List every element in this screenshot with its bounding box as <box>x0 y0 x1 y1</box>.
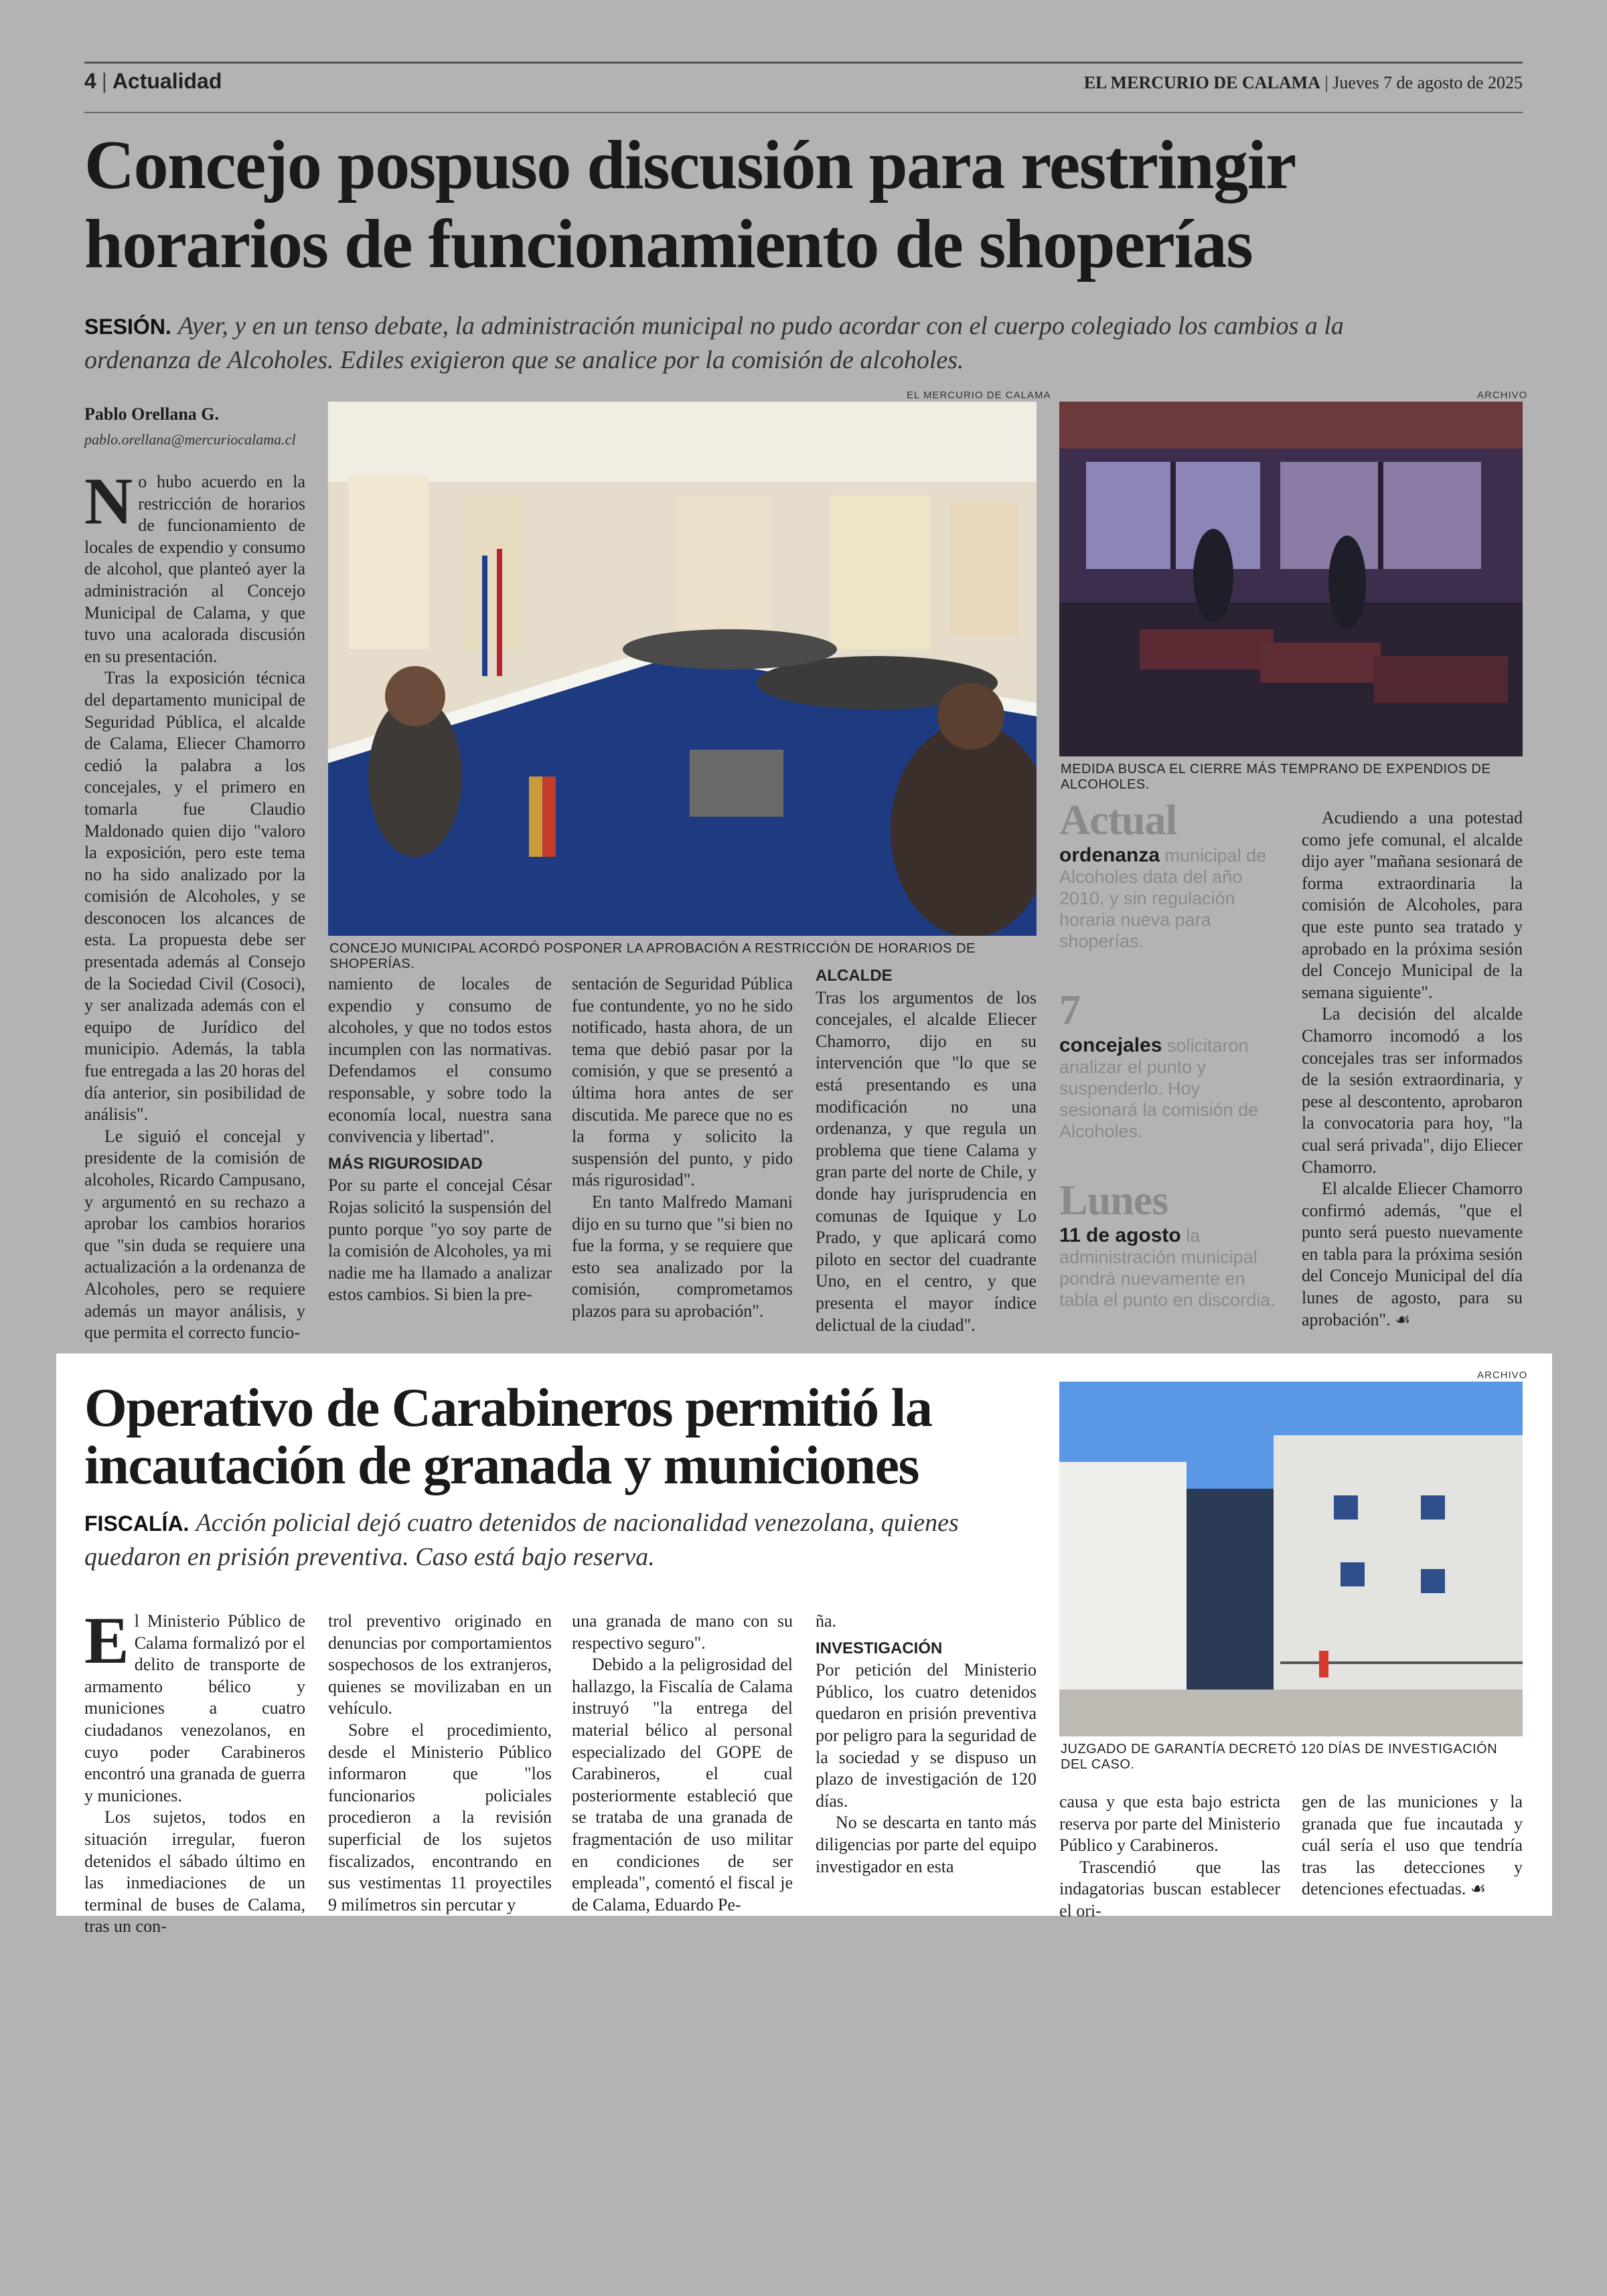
article1-column-2 <box>328 973 552 1306</box>
council-meeting-photo <box>328 402 1037 936</box>
fact-lead: concejales <box>1059 1034 1162 1056</box>
paragraph <box>1302 1791 1523 1900</box>
article2-headline: Operativo de Carabineros permitió la incautación de granada y municiones <box>84 1377 932 1495</box>
masthead <box>1084 73 1523 93</box>
fact-text: municipal de Alcoholes data del año 2010, y sin regulación horaria nueva para shoperías. <box>1059 845 1267 951</box>
fact-big: 7 <box>1059 986 1080 1034</box>
masthead-divider: | <box>1324 73 1328 92</box>
fact-item <box>1059 1175 1280 1311</box>
section-label <box>84 69 222 94</box>
photo3-credit: ARCHIVO <box>1477 1370 1528 1381</box>
photo2-credit: ARCHIVO <box>1477 390 1528 401</box>
paragraph: Trascendió que las indagatorias buscan establecer el ori- <box>1059 1857 1280 1920</box>
author-email[interactable]: pablo.orellana@mercuriocalama.cl <box>84 431 296 448</box>
article1-deck <box>84 309 1424 377</box>
photo2-caption: MEDIDA BUSCA EL CIERRE MÁS TEMPRANO DE EXPENDIOS DE ALCOHOLES. <box>1061 762 1491 792</box>
court-building-illustration <box>1059 1382 1523 1736</box>
fact-lead: ordenanza <box>1059 844 1160 866</box>
article1-deck-text: Ayer, y en un tenso debate, la administración municipal no pudo acordar con el cuerpo colegiado los cambios a la ordenanza de Alcoholes. Ediles exigieron que se analice por la comisión de alcoholes. <box>84 312 1344 374</box>
fact-big: Actual <box>1059 796 1177 843</box>
fact-body <box>1059 1035 1280 1142</box>
paragraph: Le siguió el concejal y presidente de la comisión de alcoholes, Ricardo Campusano, y argumentó en su rechazo a aprobar los cambios horarios que "sin duda se requiere una actualización a la ordenanza de Alcoholes, pero se requiere además un mayor análisis, y que permita el correcto funcio- <box>84 1126 305 1343</box>
paragraph: Tras los argumentos de los concejales, el alcalde Eliecer Chamorro, dijo en su intervención que "lo que se está presentando es una modificación no una ordenanza, y que regula un problema que tiene Calama y gran parte del norte de Chile, y donde hay jurisprudencia en comunas de Iquique y Lo Prado, y que aplicará como piloto en sector del cuadrante Uno, en el centro, y que presenta el mayor índice delictual de la ciudad". <box>816 987 1037 1335</box>
article2-column-2 <box>328 1611 552 1916</box>
article1-column-6 <box>1302 807 1523 1331</box>
facts-sidebar <box>1059 795 1280 1311</box>
article1-column-3 <box>572 973 793 1323</box>
paragraph: sentación de Seguridad Pública fue contundente, yo no he sido notificado, hasta ahora, de un tema que debió pasar por la comisión, y que se presentó a última hora antes de ser discutida. Me parece que no es la forma y solicito la suspensión del punto, y pido más rigurosidad". <box>572 974 793 1190</box>
fact-big: Lunes <box>1059 1176 1168 1224</box>
subhead-mas-rigurosidad: MÁS RIGUROSIDAD <box>328 1154 483 1173</box>
article1-column-4 <box>816 965 1037 1336</box>
paragraph: Por petición del Ministerio Público, los cuatro detenidos quedaron en prisión preventiva por peligro para la seguridad de la sociedad y se dispuso un plazo de investigación de 120 días. <box>816 1660 1037 1811</box>
subhead-investigacion: INVESTIGACIÓN <box>816 1639 943 1657</box>
article2-column-6 <box>1302 1791 1523 1900</box>
section-divider: | <box>101 69 108 93</box>
fact-body <box>1059 1225 1280 1311</box>
paragraph-text: gen de las municiones y la granada que fue incautada y cuál sería el uso que tendría tras las detecciones y detenciones efectuadas. <box>1302 1792 1523 1899</box>
article2-column-4 <box>816 1611 1037 1878</box>
subhead-alcalde: ALCALDE <box>816 967 893 985</box>
section-name: Actualidad <box>112 69 222 93</box>
paragraph: o hubo acuerdo en la restricción de horarios de funcionamiento de locales de expendio y consumo de alcohol, que planteó ayer la administración al Concejo Municipal de Calama, y que tuvo una acalorada discusión en su presentación. <box>84 472 305 666</box>
council-meeting-illustration <box>328 402 1037 936</box>
article2-deck <box>84 1506 1008 1574</box>
article2-column-3 <box>572 1611 793 1916</box>
paragraph: namiento de locales de expendio y consumo de alcoholes, y que no todos estos incumplen con las normativas. Defendamos el consumo responsable, y sobre todo la economía local, nuestra sana convivencia y libertad". <box>328 974 552 1147</box>
shoperia-photo <box>1059 402 1523 756</box>
paragraph: Sobre el procedimiento, desde el Ministerio Público informaron que "los funcionarios policiales procedieron a la revisión superficial de los sujetos fiscalizados, encontrando en sus vestimentas 11 proyectiles 9 milímetros sin percutar y <box>328 1720 552 1914</box>
photo3-caption: JUZGADO DE GARANTÍA DECRETÓ 120 DÍAS DE INVESTIGACIÓN DEL CASO. <box>1061 1742 1498 1772</box>
photo1-credit: EL MERCURIO DE CALAMA <box>907 390 1051 401</box>
paragraph: l Ministerio Público de Calama formalizó por el delito de transporte de armamento bélico y municiones a cuatro ciudadanos venezolanos, en cuyo poder Carabineros encontró una granada de guerra y municiones. <box>84 1611 305 1805</box>
paragraph: Acudiendo a una potestad como jefe comunal, el alcalde dijo ayer "mañana sesionará de forma extraordinaria la comisión de Alcoholes, para que este punto sea tratado y aprobado en la próxima sesión del Concejo Municipal de la semana siguiente". <box>1302 808 1523 1002</box>
page-number: 4 <box>84 69 96 93</box>
paragraph: En tanto Malfredo Mamani dijo en su turno que "si bien no fue la forma, y se requiere que esto sea analizado por la comisión, comprometamos plazos para su aprobación". <box>572 1192 793 1321</box>
paragraph: Debido a la peligrosidad del hallazgo, la Fiscalía de Calama instruyó "la entrega del material bélico al personal especializado del GOPE de Carabineros, el cual posteriormente estableció que se trataba de una granada de fragmentación de uso militar en condiciones de ser empleada", comentó el fiscal je de Calama, Eduardo Pe- <box>572 1655 793 1914</box>
photo1-caption: CONCEJO MUNICIPAL ACORDÓ POSPONER LA APROBACIÓN A RESTRICCIÓN DE HORARIOS DE SHOPERÍAS. <box>329 941 976 971</box>
article1-headline: Concejo pospuso discusión para restringir horarios de funcionamiento de shoperías <box>84 127 1294 282</box>
paragraph <box>1302 1178 1523 1331</box>
fact-lead: 11 de agosto <box>1059 1224 1181 1246</box>
paragraph: una granada de mano con su respectivo seguro". <box>572 1611 793 1653</box>
fact-item <box>1059 795 1280 952</box>
court-building-photo <box>1059 1382 1523 1736</box>
issue-date: Jueves 7 de agosto de 2025 <box>1332 73 1523 92</box>
fact-text: solicitaron analizar el punto y suspenderlo. Hoy sesionará la comisión de Alcoholes. <box>1059 1036 1259 1141</box>
end-mark-icon: ☙ <box>1470 1879 1486 1899</box>
paragraph-text: El alcalde Eliecer Chamorro confirmó además, "que el punto será puesto nuevamente en tabla para la próxima sesión del Concejo Municipal del día lunes de agosto, para su aprobación". <box>1302 1179 1523 1329</box>
paragraph: trol preventivo originado en denuncias por comportamientos sospechosos de los extranjeros, quienes se movilizaban en un vehículo. <box>328 1611 552 1718</box>
paragraph: Tras la exposición técnica del departamento municipal de Seguridad Pública, el alcalde de Calama, Eliecer Chamorro cedió la palabra a los concejales, y el primero en tomarla fue Claudio Maldonado quien dijo "valoro la exposición, pero este tema no ha sido analizado por la comisión de Alcoholes, y se desconocen los alcances de esta. La propuesta debe ser presentada además al Consejo de la Sociedad Civil (Cosoci), y ser analizada además con el equipo de Jurídico del municipio. Además, la tabla fue entregada a las 20 horas del día anterior, sin posibilidad de análisis". <box>84 668 305 1125</box>
fact-item <box>1059 985 1280 1142</box>
article1-column-1 <box>84 464 305 1343</box>
paragraph: No se descarta en tanto más diligencias por parte del equipo investigador en esta <box>816 1813 1037 1876</box>
article2-kicker: FISCALÍA. <box>84 1511 189 1536</box>
article1-kicker: SESIÓN. <box>84 315 171 339</box>
drop-cap: N <box>84 464 133 538</box>
newspaper-name: EL MERCURIO DE CALAMA <box>1083 73 1320 92</box>
byline: Pablo Orellana G. <box>84 404 220 424</box>
paragraph: Los sujetos, todos en situación irregular, fueron detenidos el sábado último en las inmediaciones de un terminal de buses de Calama, tras un con- <box>84 1807 305 1937</box>
page-header <box>84 62 1523 113</box>
fact-body <box>1059 845 1280 952</box>
article2-deck-text: Acción policial dejó cuatro detenidos de nacionalidad venezolana, quienes quedaron en prisión preventiva. Caso está bajo reserva. <box>84 1509 959 1571</box>
paragraph: causa y que esta bajo estricta reserva por parte del Ministerio Público y Carabineros. <box>1059 1792 1280 1856</box>
drop-cap: E <box>84 1603 129 1677</box>
paragraph: La decisión del alcalde Chamorro incomodó a los concejales tras ser informados de la sesión extraordinaria, y pese al descontento, aprobaron la convocatoria para hoy, "la cual será privada", dijo Eliecer Chamorro. <box>1302 1004 1523 1177</box>
shoperia-illustration <box>1059 402 1523 756</box>
article2-column-5 <box>1059 1791 1280 1922</box>
article2-column-1 <box>84 1603 305 1938</box>
paragraph: ña. <box>816 1611 837 1631</box>
fact-text: la administración municipal pondrá nuevamente en tabla el punto en discordia. <box>1059 1226 1276 1310</box>
paragraph: Por su parte el concejal César Rojas solicitó la suspensión del punto porque "yo soy parte de la comisión de Alcoholes, ya mi nadie me ha llamado a analizar estos cambios. Si bien la pre- <box>328 1175 552 1305</box>
end-mark-icon: ☙ <box>1395 1309 1411 1329</box>
